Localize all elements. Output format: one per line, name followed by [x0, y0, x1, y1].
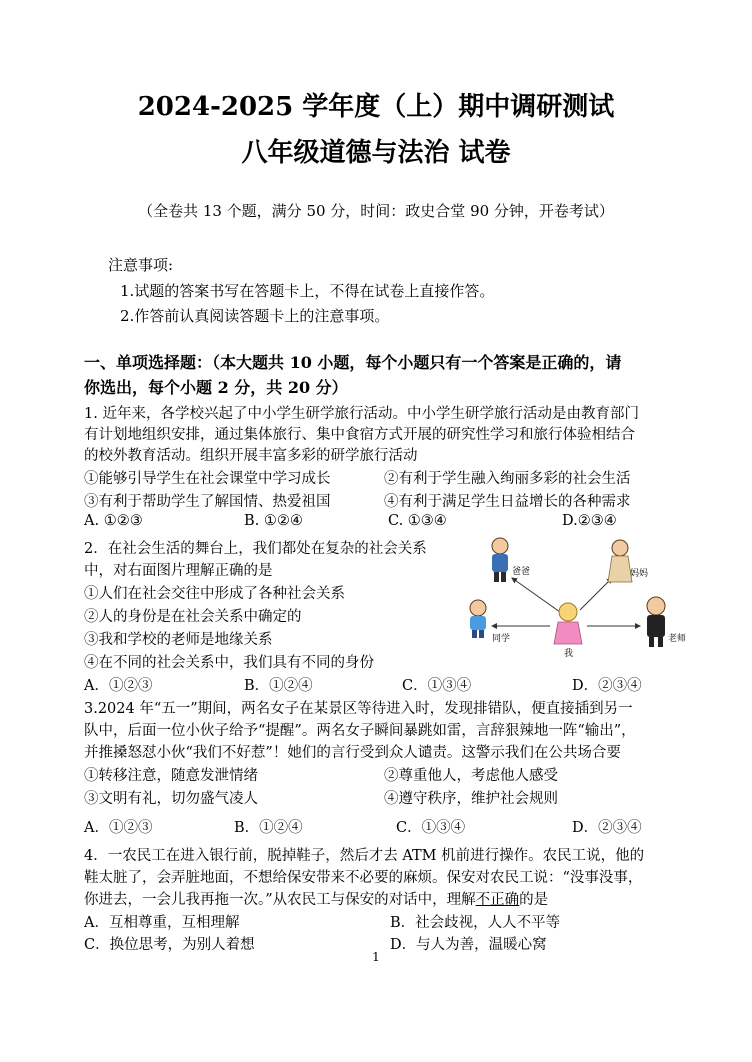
- dad-label: 爸爸: [512, 567, 531, 577]
- dad-figure: [492, 538, 508, 582]
- me-figure: [554, 603, 582, 644]
- q1-statement-4: ④有利于满足学生日益增长的各种需求: [384, 494, 631, 510]
- q2-option-c: C．①③④: [402, 678, 472, 694]
- mom-label: 妈妈: [630, 569, 649, 579]
- q2-statement-1: ①人们在社会交往中形成了各种社会关系: [84, 586, 345, 602]
- q2-statement-4: ④在不同的社会关系中，我们具有不同的身份: [84, 655, 374, 671]
- q3-line-3: 并推搡怒怼小伙“我们不好惹”！她们的言行受到众人谴责。这警示我们在公共场合要: [84, 745, 621, 761]
- q4-option-d: D．与人为善，温暖心窝: [390, 937, 547, 953]
- exam-subtitle: 八年级道德与法治 试卷: [241, 138, 511, 168]
- q4-line-1: 4．一农民工在进入银行前，脱掉鞋子，然后才去 ATM 机前进行操作。农民工说，他的: [84, 848, 645, 864]
- q1-statement-3: ③有利于帮助学生了解国情、热爱祖国: [84, 494, 331, 510]
- page-number: 1: [372, 950, 380, 964]
- teacher-label: 老师: [668, 634, 687, 644]
- q3-statement-4: ④遵守秩序，维护社会规则: [384, 791, 558, 807]
- q3-option-d: D．②③④: [572, 820, 642, 836]
- social-relations-figure: [452, 526, 692, 666]
- section1-heading-line1: 一、单项选择题：（本大题共 10 小题，每个小题只有一个答案是正确的，请: [84, 353, 622, 372]
- q1-line-3: 的校外教育活动。组织开展丰富多彩的研学旅行活动: [84, 448, 418, 464]
- q1-option-c: C. ①③④: [388, 513, 447, 529]
- teacher-figure: [647, 597, 665, 647]
- exam-title: 2024-2025 学年度（上）期中调研测试: [137, 92, 615, 122]
- q4-line-2: 鞋太脏了，会弄脏地面，不想给保安带来不必要的麻烦。保安对农民工说：“没事没事，: [84, 870, 643, 886]
- q2-option-b: B．①②④: [244, 678, 313, 694]
- mom-figure: [608, 540, 632, 582]
- q1-statement-1: ①能够引导学生在社会课堂中学习成长: [84, 471, 331, 487]
- q1-option-d: D.②③④: [562, 513, 617, 529]
- q1-statement-2: ②有利于学生融入绚丽多彩的社会生活: [384, 471, 631, 487]
- exam-info: （全卷共 13 个题，满分 50 分，时间：政史合堂 90 分钟，开卷考试）: [138, 202, 614, 220]
- q3-option-b: B．①②④: [234, 820, 303, 836]
- notes-heading: 注意事项:: [108, 256, 174, 274]
- q3-statement-2: ②尊重他人，考虑他人感受: [384, 768, 558, 784]
- classmate-figure: [470, 600, 486, 638]
- arrow-to-mom: [580, 578, 612, 610]
- classmate-label: 同学: [492, 634, 511, 644]
- q3-statement-1: ①转移注意，随意发泄情绪: [84, 768, 258, 784]
- notes-item-1: 1.试题的答案书写在答题卡上，不得在试卷上直接作答。: [120, 282, 495, 300]
- q1-option-b: B. ①②④: [244, 513, 303, 529]
- q3-option-a: A．①②③: [84, 820, 153, 836]
- q4-line-3-after: 的是: [519, 892, 549, 908]
- q4-line-3: [84, 888, 548, 909]
- me-label: 我: [564, 649, 574, 659]
- q3-line-2: 队中，后面一位小伙子给予“提醒”。两名女子瞬间暴跳如雷，言辞狠辣地一阵“输出”，: [84, 723, 636, 739]
- q1-line-1: 1. 近年来，各学校兴起了中小学生研学旅行活动。中小学生研学旅行活动是由教育部门: [84, 406, 639, 422]
- q4-line-3-before: 你进去，一会儿我再拖一次。”从农民工与保安的对话中，理解: [84, 892, 476, 908]
- q4-underlined-word: 不正确: [475, 892, 520, 908]
- q1-option-a: A. ①②③: [84, 513, 143, 529]
- notes-item-2: 2.作答前认真阅读答题卡上的注意事项。: [120, 307, 390, 325]
- q4-option-a: A．互相尊重，互相理解: [84, 915, 240, 931]
- section1-heading-line2: 你选出，每个小题 2 分，共 20 分）: [84, 378, 348, 397]
- arrow-to-dad: [512, 578, 560, 612]
- q2-line-2: 中，对右面图片理解正确的是: [84, 563, 273, 579]
- q2-statement-2: ②人的身份是在社会关系中确定的: [84, 609, 302, 625]
- q4-option-c: C．换位思考，为别人着想: [84, 937, 255, 953]
- q3-line-1: 3.2024 年“五一”期间，两名女子在某景区等待进入时，发现排错队，便直接插到另一: [84, 701, 633, 717]
- q3-statement-3: ③文明有礼，切勿盛气凌人: [84, 791, 258, 807]
- q2-option-d: D．②③④: [572, 678, 642, 694]
- q2-statement-3: ③我和学校的老师是地缘关系: [84, 632, 273, 648]
- q4-option-b: B．社会歧视，人人不平等: [390, 915, 561, 931]
- q2-option-a: A．①②③: [84, 678, 153, 694]
- q1-line-2: 有计划地组织安排，通过集体旅行、集中食宿方式开展的研究性学习和旅行体验相结合: [84, 427, 635, 443]
- q3-option-c: C．①③④: [396, 820, 466, 836]
- q2-line-1: 2．在社会生活的舞台上，我们都处在复杂的社会关系: [84, 541, 427, 557]
